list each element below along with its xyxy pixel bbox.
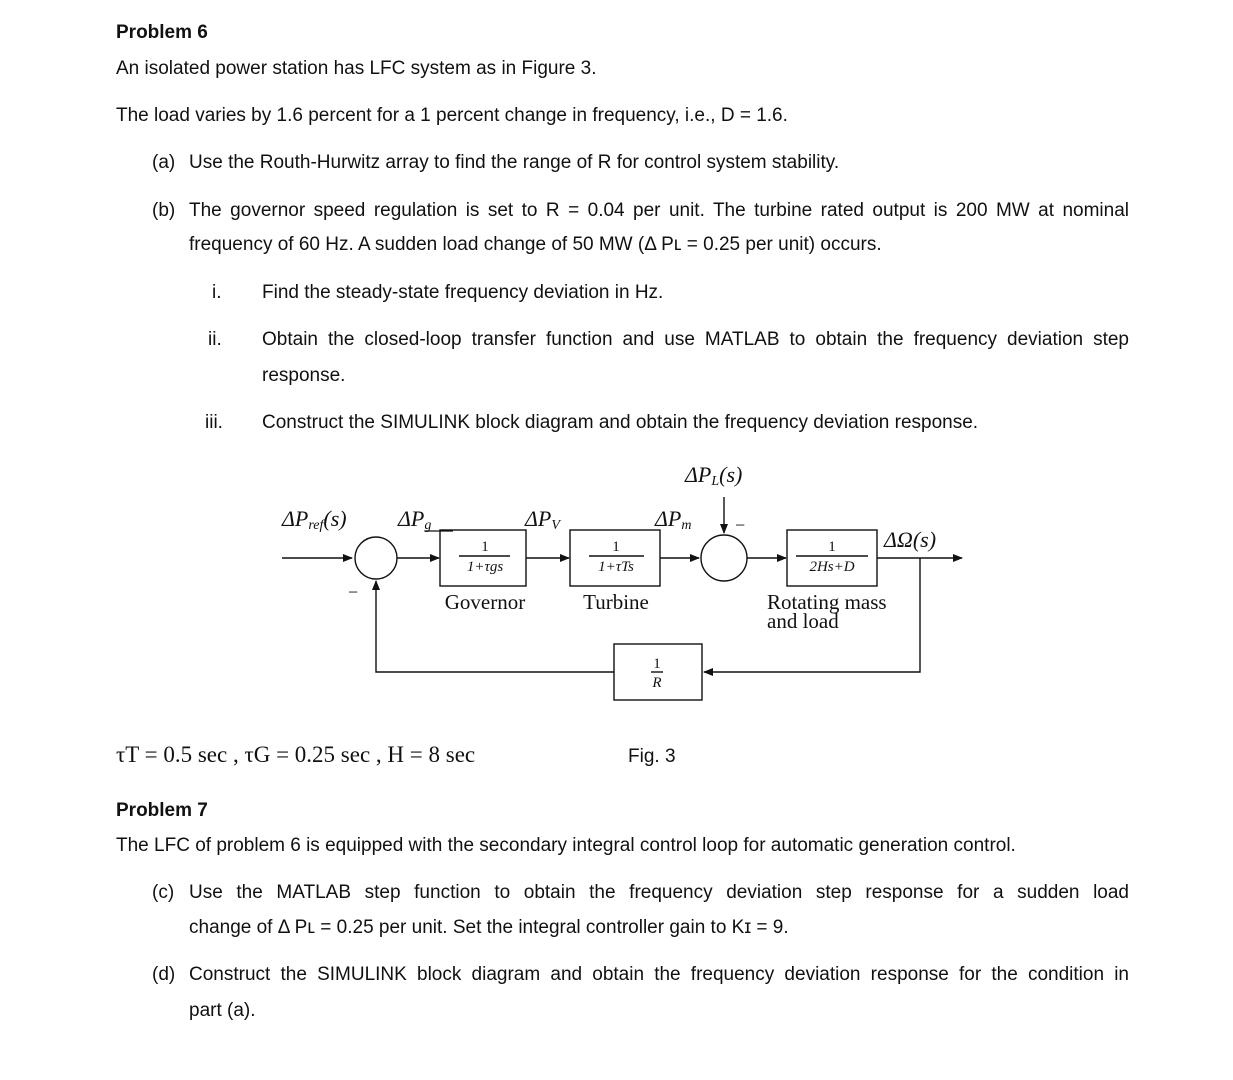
subpart-ii-line2: response. — [262, 365, 346, 386]
summing-junction-2 — [701, 535, 747, 581]
turbine-numerator: 1 — [612, 539, 620, 555]
part-b-line1: The governor speed regulation is set to R = 0.04 per unit. The turbine rated output is 200 MW at nominal — [189, 200, 1129, 221]
part-c-line2: change of Δ Pʟ = 0.25 per unit. Set the integral controller gain to Kɪ = 9. — [189, 917, 789, 938]
delta-pm-label: ΔPm — [655, 506, 692, 533]
rotating-mass-label-2: and load — [767, 609, 839, 633]
part-c-label: (c) — [152, 882, 175, 903]
delta-omega-label: ΔΩ(s) — [884, 527, 937, 552]
subpart-ii-label: ii. — [208, 329, 222, 350]
turbine-label: Turbine — [583, 590, 649, 614]
summing-junction-1 — [355, 537, 397, 579]
part-b-label: (b) — [152, 200, 176, 221]
figure-caption: Fig. 3 — [628, 746, 676, 767]
subpart-ii-line1: Obtain the closed-loop transfer function and use MATLAB to obtain the frequency deviation step — [262, 329, 1129, 350]
subpart-i-text: Find the steady-state frequency deviation in Hz. — [262, 282, 664, 303]
part-d-line1: Construct the SIMULINK block diagram and obtain the frequency deviation response for the condition in — [189, 964, 1129, 985]
subpart-iii-label: iii. — [205, 412, 223, 433]
part-a-label: (a) — [152, 152, 176, 173]
problem6-load-sentence: The load varies by 1.6 percent for a 1 percent change in frequency, i.e., D = 1.6. — [116, 105, 788, 126]
delta-pref-label: ΔPref(s) — [282, 506, 347, 533]
problem6-title: Problem 6 — [116, 22, 208, 43]
governor-label: Governor — [444, 590, 526, 614]
delta-pg-label: ΔPg — [398, 506, 432, 533]
delta-pv-label: ΔPV — [525, 506, 560, 533]
part-b-line2: frequency of 60 Hz. A sudden load change of 50 MW (Δ Pʟ = 0.25 per unit) occurs. — [189, 234, 882, 255]
mass-denominator: 2Hs+D — [809, 559, 855, 575]
part-c-line1: Use the MATLAB step function to obtain the frequency deviation step response for a sudden load — [189, 882, 1129, 903]
part-a-text: Use the Routh-Hurwitz array to find the range of R for control system stability. — [189, 152, 840, 173]
delta-pl-label: ΔPL(s) — [685, 462, 743, 489]
governor-denominator: 1+τgs — [466, 559, 504, 575]
problem7-title: Problem 7 — [116, 800, 208, 821]
problem6-intro: An isolated power station has LFC system as in Figure 3. — [116, 58, 597, 79]
part-d-label: (d) — [152, 964, 176, 985]
feedback-numerator: 1 — [653, 656, 661, 672]
diagram-parameters: τT = 0.5 sec , τG = 0.25 sec , H = 8 sec — [116, 742, 476, 767]
minus-sign-load: − — [735, 515, 746, 535]
rotating-mass-label-1: Rotating mass — [767, 590, 887, 614]
feedback-denominator: R — [652, 675, 662, 691]
mass-numerator: 1 — [828, 539, 836, 555]
minus-sign-feedback: − — [348, 582, 359, 602]
part-d-line2: part (a). — [189, 1000, 256, 1021]
governor-numerator: 1 — [481, 539, 489, 555]
subpart-i-label: i. — [212, 282, 222, 303]
turbine-denominator: 1+τTs — [598, 559, 634, 575]
problem7-intro: The LFC of problem 6 is equipped with the secondary integral control loop for automatic generation control. — [116, 835, 1016, 856]
subpart-iii-text: Construct the SIMULINK block diagram and obtain the frequency deviation response. — [262, 412, 979, 433]
